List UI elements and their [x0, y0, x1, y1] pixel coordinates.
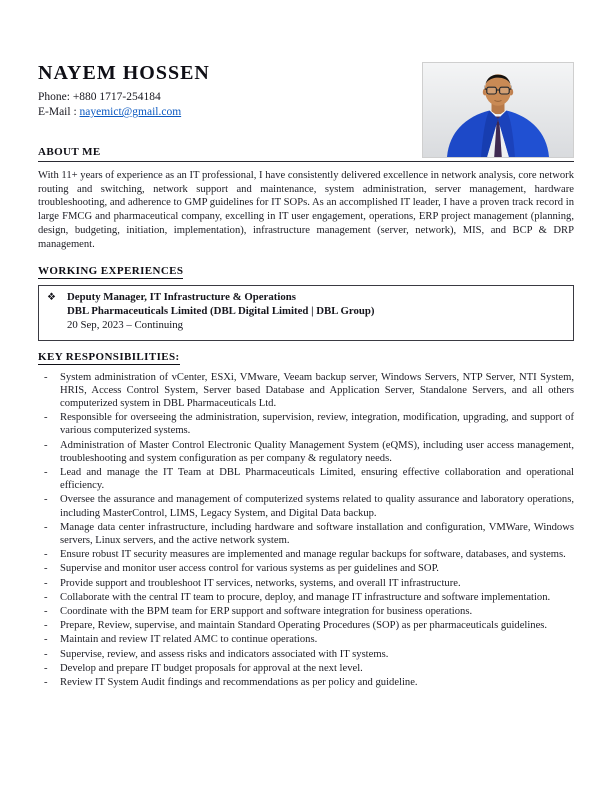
dash-marker: - [44, 662, 48, 674]
list-item [38, 676, 574, 689]
job-title: Deputy Manager, IT Infrastructure & Operations [67, 291, 296, 304]
page-title: NAYEM HOSSEN [38, 62, 210, 84]
list-item [38, 619, 574, 632]
responsibilities-heading: KEY RESPONSIBILITIES: [38, 350, 180, 363]
list-item [38, 466, 574, 492]
responsibility-text: Coordinate with the BPM team for ERP support and software integration for business operations. [60, 606, 473, 618]
dash-marker: - [44, 521, 48, 533]
profile-photo-image [423, 63, 573, 157]
responsibility-text: Supervise and monitor user access control for various systems as per guidelines and SOP. [60, 563, 439, 575]
responsibility-text: Ensure robust IT security measures are implemented and manage regular backups for software, databases, and systems. [60, 549, 566, 561]
about-text: With 11+ years of experience as an IT professional, I have consistently delivered excellence in network analysis, core network routing and switching, network support and maintenance, system administration, server management, hardware troubleshooting, and adherence to GMP guidelines for IT SOPs. As an accomplished IT leader, I have a proven track record in large FMCG and pharmaceutical company, excelling in IT user engagement, operations, ERP project management (planning, design, budgeting, initiation, implementation), infrastructure management (server, network), MIS, and BCP & DRP management. [38, 170, 574, 250]
list-item [38, 548, 574, 561]
dash-marker: - [44, 412, 48, 424]
list-item [38, 562, 574, 575]
company-name: DBL Pharmaceuticals Limited (DBL Digital Limited | DBL Group) [67, 305, 375, 318]
experience-details [67, 291, 565, 332]
dash-marker: - [44, 467, 48, 479]
about-heading: ABOUT ME [38, 146, 101, 158]
responsibility-text: Administration of Master Control Electronic Quality Management System (eQMS), including user access management, troubleshooting and system configuration as per company & regulatory needs. [60, 439, 574, 464]
experience-entry [47, 291, 565, 332]
dash-marker: - [44, 371, 48, 383]
dash-marker: - [44, 439, 48, 451]
experience-box [38, 285, 574, 340]
dash-marker: - [44, 549, 48, 561]
list-item [38, 648, 574, 661]
dash-marker: - [44, 648, 48, 660]
responsibility-text: Develop and prepare IT budget proposals for approval at the next level. [60, 662, 363, 674]
responsibility-text: Provide support and troubleshoot IT services, networks, systems, and overall IT infrastructure. [60, 577, 461, 589]
dash-marker: - [44, 591, 48, 603]
responsibility-text: Manage data center infrastructure, including hardware and software installation and configuration, VMWare, Windows servers, Linux servers, and the active network system. [60, 521, 574, 547]
list-item [38, 633, 574, 646]
dash-marker: - [44, 577, 48, 589]
dash-marker: - [44, 606, 48, 618]
about-section [38, 146, 574, 251]
list-item [38, 521, 574, 547]
list-item [38, 411, 574, 437]
phone-line: Phone: +880 1717-254184 [38, 91, 161, 103]
list-item [38, 439, 574, 465]
profile-photo [422, 62, 574, 158]
responsibility-text: Responsible for overseeing the administration, supervision, review, integration, modification, upgrading, and support of various computerized systems. [60, 412, 574, 437]
list-item [38, 577, 574, 590]
employment-period: 20 Sep, 2023 – Continuing [67, 318, 184, 331]
responsibility-text: Review IT System Audit findings and recommendations as per policy and guideline. [60, 677, 418, 689]
email-link[interactable]: nayemict@gmail.com [79, 106, 182, 118]
list-item [38, 493, 574, 519]
list-item [38, 605, 574, 618]
list-item [38, 371, 574, 411]
responsibility-text: Oversee the assurance and management of computerized systems related to quality assurance and laboratory operations, including MasterControl, LIMS, Legacy System, and Digital Data backup. [60, 494, 574, 519]
responsibilities-list [38, 371, 574, 690]
experience-heading: WORKING EXPERIENCES [38, 265, 184, 278]
responsibility-text: Prepare, Review, supervise, and maintain Standard Operating Procedures (SOP) as per pharmaceuticals guidelines. [60, 620, 548, 632]
list-item [38, 662, 574, 675]
page-content [38, 0, 574, 690]
diamond-bullet-icon: ❖ [47, 292, 56, 304]
responsibility-text: Collaborate with the central IT team to procure, deploy, and manage IT infrastructure and software implementation. [60, 591, 551, 603]
experience-section [38, 251, 574, 340]
responsibilities-section [38, 341, 574, 690]
section-divider [38, 161, 574, 162]
dash-marker: - [44, 620, 48, 632]
responsibility-text: Supervise, review, and assess risks and indicators associated with IT systems. [60, 648, 389, 660]
responsibility-text: Lead and manage the IT Team at DBL Pharmaceuticals Limited, ensuring effective collaboration and operational efficiency. [60, 467, 574, 492]
responsibility-text: System administration of vCenter, ESXi, VMware, Veeam backup server, Windows Servers, NTP Server, NTI System, HRIS, Access Control System, Server based Database and Application Server, Standalone Servers, and all others computerized system in DBL Pharmaceuticals Ltd. [60, 371, 574, 410]
dash-marker: - [44, 677, 48, 689]
dash-marker: - [44, 563, 48, 575]
dash-marker: - [44, 494, 48, 506]
list-item [38, 591, 574, 604]
email-label: E-Mail : [38, 106, 80, 118]
responsibility-text: Maintain and review IT related AMC to continue operations. [60, 634, 318, 646]
dash-marker: - [44, 634, 48, 646]
